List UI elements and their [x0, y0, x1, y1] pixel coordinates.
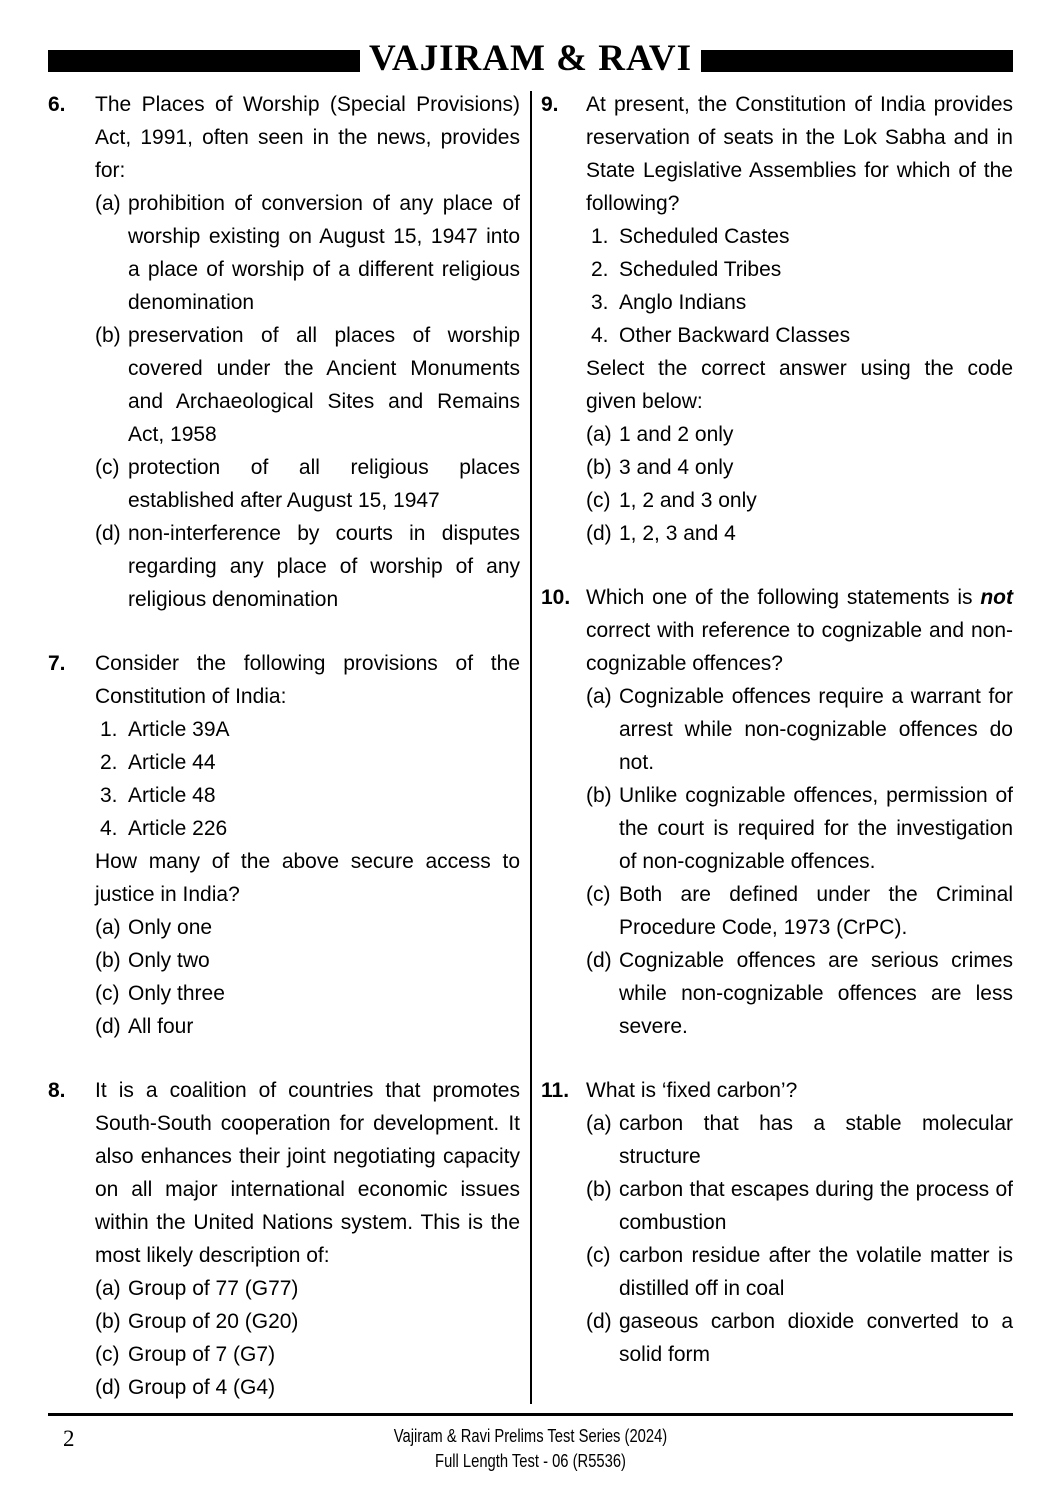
- option-text: 3 and 4 only: [619, 456, 734, 479]
- item-label: 2.: [100, 751, 118, 774]
- question-9-item-3: [586, 286, 1013, 319]
- option-text: 1, 2, 3 and 4: [619, 522, 736, 545]
- item-text: Anglo Indians: [619, 291, 747, 314]
- option-label: (d): [586, 1310, 612, 1333]
- page-footer: [48, 1413, 1013, 1497]
- question-11-number: 11.: [541, 1079, 570, 1102]
- question-7-option-b: [95, 944, 520, 977]
- option-text: Only three: [128, 982, 225, 1005]
- page-number: 2: [63, 1426, 75, 1451]
- option-text: preservation of all places of worship covered under the Ancient Monuments and Archaeological Sites and Remains Act, 1958: [128, 324, 520, 446]
- question-7-option-a: [95, 911, 520, 944]
- question-9: [541, 88, 1013, 550]
- question-6-option-b: [95, 319, 520, 451]
- option-label: (a): [586, 423, 612, 446]
- item-text: Scheduled Castes: [619, 225, 790, 248]
- question-10-number: 10.: [541, 586, 571, 609]
- question-9-item-1: [586, 220, 1013, 253]
- question-6-option-a: [95, 187, 520, 319]
- option-text: All four: [128, 1015, 194, 1038]
- option-text: Cognizable offences are serious crimes while non-cognizable offences are less severe.: [619, 949, 1013, 1038]
- option-text: Group of 20 (G20): [128, 1310, 299, 1333]
- option-label: (c): [95, 982, 120, 1005]
- question-8-number: 8.: [48, 1079, 66, 1102]
- header-bar-right: [701, 50, 1013, 72]
- question-7-stem: Consider the following provisions of the Constitution of India:: [95, 652, 520, 708]
- option-text: Both are defined under the Criminal Procedure Code, 1973 (CrPC).: [619, 883, 1013, 939]
- option-label: (d): [95, 1015, 121, 1038]
- question-9-option-a: [586, 418, 1013, 451]
- option-label: (c): [586, 883, 611, 906]
- question-11-option-d: [586, 1305, 1013, 1371]
- header-bar-left: [48, 50, 360, 72]
- question-9-option-b: [586, 451, 1013, 484]
- question-11-option-b: [586, 1173, 1013, 1239]
- question-7-item-3: [95, 779, 520, 812]
- footer-center: [48, 1416, 1013, 1474]
- option-label: (c): [95, 1343, 120, 1366]
- question-6-stem: The Places of Worship (Special Provisions) Act, 1991, often seen in the news, provides for:: [95, 93, 520, 182]
- option-label: (c): [586, 1244, 611, 1267]
- option-label: (c): [586, 489, 611, 512]
- question-10-stem: [586, 581, 1013, 680]
- question-11-option-c: [586, 1239, 1013, 1305]
- right-column: [541, 88, 1013, 1404]
- question-7-query: How many of the above secure access to justice in India?: [95, 850, 520, 906]
- question-10-option-b: [586, 779, 1013, 878]
- option-text: protection of all religious places established after August 15, 1947: [128, 456, 520, 512]
- option-label: (a): [95, 192, 121, 215]
- question-10-option-d: [586, 944, 1013, 1043]
- option-text: Only two: [128, 949, 210, 972]
- option-text: Group of 77 (G77): [128, 1277, 299, 1300]
- questions-content: [0, 80, 1058, 1404]
- stem-emphasis-not: not: [980, 586, 1013, 609]
- question-8-body: [95, 1074, 520, 1404]
- question-10-option-c: [586, 878, 1013, 944]
- question-9-option-d: [586, 517, 1013, 550]
- option-label: (b): [586, 1178, 612, 1201]
- question-8-option-d: [95, 1371, 520, 1404]
- option-label: (b): [586, 456, 612, 479]
- stem-text-after: correct with reference to cognizable and non-cognizable offences?: [586, 619, 1013, 675]
- item-label: 2.: [591, 258, 609, 281]
- option-label: (d): [95, 522, 121, 545]
- question-9-item-4: [586, 319, 1013, 352]
- question-7-option-d: [95, 1010, 520, 1043]
- question-7-option-c: [95, 977, 520, 1010]
- question-6-option-c: [95, 451, 520, 517]
- question-8: [48, 1074, 520, 1404]
- option-label: (b): [95, 324, 121, 347]
- column-divider: [530, 91, 532, 1404]
- item-label: 4.: [100, 817, 118, 840]
- question-6-number: 6.: [48, 93, 66, 116]
- item-label: 3.: [100, 784, 118, 807]
- question-8-option-a: [95, 1272, 520, 1305]
- question-11-body: [586, 1074, 1013, 1371]
- item-text: Article 226: [128, 817, 228, 840]
- option-text: Unlike cognizable offences, permission of the court is required for the investigation of non-cognizable offences.: [619, 784, 1013, 873]
- question-11: [541, 1074, 1013, 1371]
- question-10-option-a: [586, 680, 1013, 779]
- question-7-item-1: [95, 713, 520, 746]
- item-label: 4.: [591, 324, 609, 347]
- item-label: 3.: [591, 291, 609, 314]
- question-7-item-2: [95, 746, 520, 779]
- item-text: Other Backward Classes: [619, 324, 851, 347]
- option-text: Only one: [128, 916, 213, 939]
- option-label: (a): [95, 916, 121, 939]
- question-6-option-d: [95, 517, 520, 616]
- question-9-item-2: [586, 253, 1013, 286]
- question-9-stem: At present, the Constitution of India provides reservation of seats in the Lok Sabha and in State Legislative Assemblies for which of the following?: [586, 93, 1013, 215]
- question-10-body: [586, 581, 1013, 1043]
- footer-test-id: Full Length Test - 06 (R5536): [435, 1451, 626, 1471]
- left-column: [48, 88, 520, 1404]
- option-text: non-interference by courts in disputes regarding any place of worship of any religious denomination: [128, 522, 520, 611]
- option-label: (b): [95, 1310, 121, 1333]
- question-11-stem: What is ‘fixed carbon’?: [586, 1079, 798, 1102]
- institute-title: VAJIRAM & RAVI: [368, 38, 693, 79]
- option-text: 1, 2 and 3 only: [619, 489, 757, 512]
- option-text: 1 and 2 only: [619, 423, 734, 446]
- option-label: (d): [586, 949, 612, 972]
- question-11-option-a: [586, 1107, 1013, 1173]
- page-header: [0, 0, 1058, 80]
- option-text: Group of 4 (G4): [128, 1376, 276, 1399]
- question-7-body: [95, 647, 520, 1043]
- item-text: Article 39A: [128, 718, 230, 741]
- option-text: carbon that escapes during the process of combustion: [619, 1178, 1013, 1234]
- option-label: (d): [95, 1376, 121, 1399]
- question-9-number: 9.: [541, 93, 559, 116]
- option-label: (c): [95, 456, 120, 479]
- question-9-body: [586, 88, 1013, 550]
- option-label: (a): [586, 685, 612, 708]
- item-text: Scheduled Tribes: [619, 258, 782, 281]
- item-label: 1.: [591, 225, 609, 248]
- question-7-item-4: [95, 812, 520, 845]
- option-text: prohibition of conversion of any place of worship existing on August 15, 1947 into a place of worship of a different religious denomination: [128, 192, 520, 314]
- stem-text-before: Which one of the following statements is: [586, 586, 981, 609]
- question-7: [48, 647, 520, 1043]
- question-10: [541, 581, 1013, 1043]
- option-text: carbon residue after the volatile matter is distilled off in coal: [619, 1244, 1013, 1300]
- question-7-number: 7.: [48, 652, 66, 675]
- option-label: (b): [586, 784, 612, 807]
- item-text: Article 48: [128, 784, 216, 807]
- question-8-stem: It is a coalition of countries that promotes South-South cooperation for development. It also enhances their joint negotiating capacity on all major international economic issues within the United Nations system. This is the most likely description of:: [95, 1079, 520, 1267]
- option-label: (b): [95, 949, 121, 972]
- option-label: (a): [586, 1112, 612, 1135]
- footer-series-title: Vajiram & Ravi Prelims Test Series (2024): [393, 1426, 668, 1446]
- item-text: Article 44: [128, 751, 216, 774]
- question-9-option-c: [586, 484, 1013, 517]
- question-9-code-instruction: Select the correct answer using the code given below:: [586, 357, 1013, 413]
- question-6-body: [95, 88, 520, 616]
- option-text: carbon that has a stable molecular structure: [619, 1112, 1013, 1168]
- option-text: Cognizable offences require a warrant for arrest while non-cognizable offences do not.: [619, 685, 1013, 774]
- item-label: 1.: [100, 718, 118, 741]
- question-8-option-c: [95, 1338, 520, 1371]
- option-label: (a): [95, 1277, 121, 1300]
- option-label: (d): [586, 522, 612, 545]
- option-text: gaseous carbon dioxide converted to a solid form: [619, 1310, 1013, 1366]
- question-6: [48, 88, 520, 616]
- question-8-option-b: [95, 1305, 520, 1338]
- option-text: Group of 7 (G7): [128, 1343, 276, 1366]
